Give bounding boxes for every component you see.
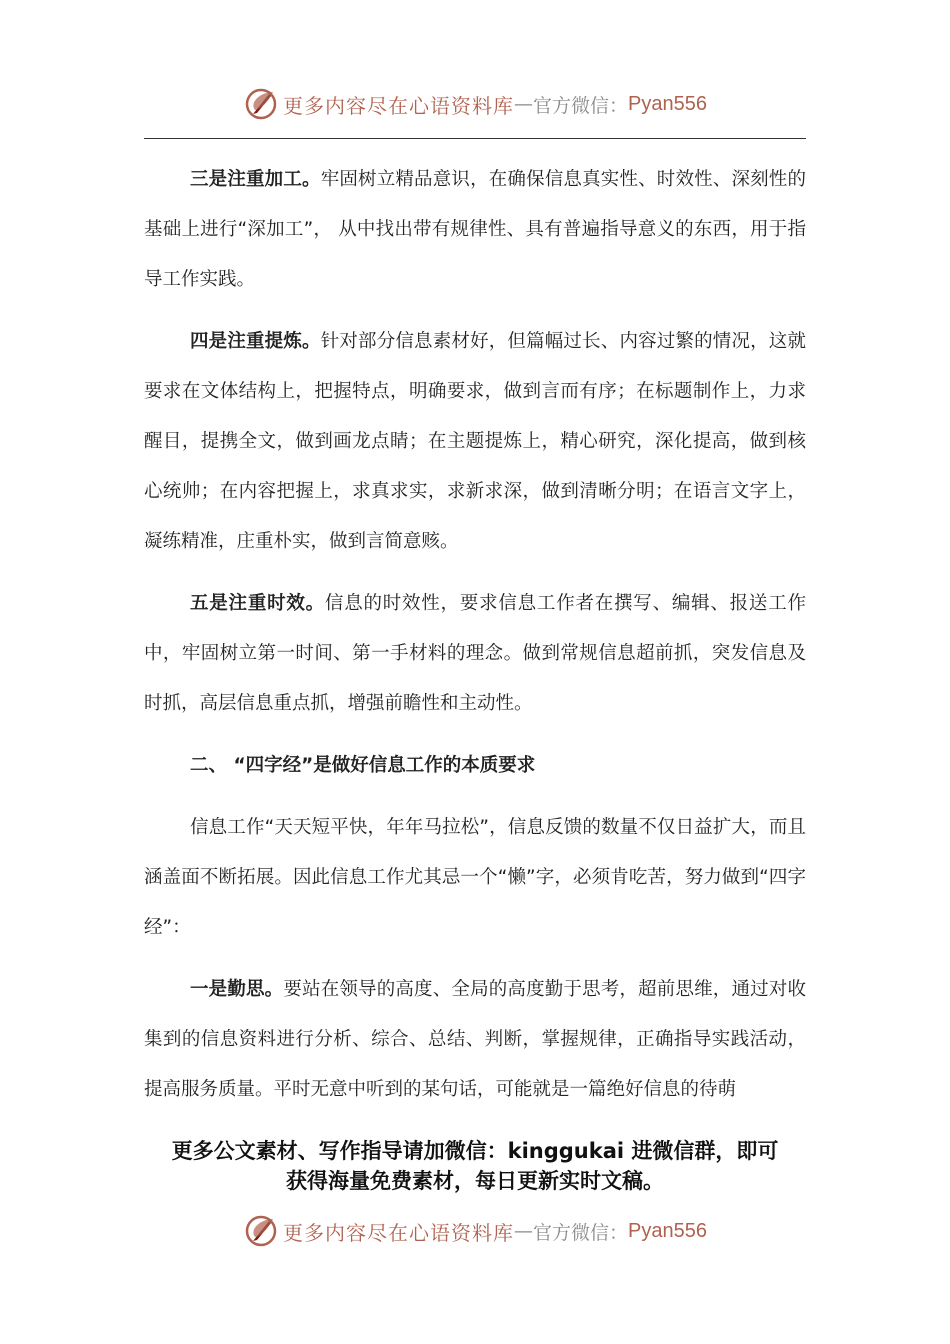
footer-wechat-label: 官方微信： bbox=[533, 1221, 629, 1244]
paragraph-sizijing bbox=[144, 803, 806, 953]
paragraph-text: 针对部分信息素材好，但篇幅过长、内容过繁的情况，这就要求在文体结构上，把握特点，明确要求，做到言而有序；在标题制作上，力求醒目，提携全文，做到画龙点睛；在主题提炼上，精心研究，深化提高，做到核心统帅；在内容把握上，求真求实，求新求深，做到清晰分明；在语言文字上，凝练精准，庄重朴实，做到言简意赅。 bbox=[144, 331, 806, 552]
paragraph-tilian bbox=[144, 317, 806, 567]
paragraph-qinsi bbox=[144, 965, 806, 1115]
document-body bbox=[144, 155, 806, 1127]
paragraph-shixiao bbox=[144, 579, 806, 729]
paragraph-lead: 五是注重时效。 bbox=[190, 593, 325, 614]
paragraph-lead: 四是注重提炼。 bbox=[190, 331, 321, 352]
footer-separator: — bbox=[514, 1220, 533, 1242]
paragraph-text: 要站在领导的高度、全局的高度勤于思考，超前思维，通过对收集到的信息资料进行分析、综合、总结、判断，掌握规律，正确指导实践活动，提高服务质量。平时无意中听到的某句话，可能就是一篇绝好信息的待萌 bbox=[144, 979, 806, 1100]
promo-line-1: 更多公文素材、写作指导请加微信：kinggukai 进微信群，即可 bbox=[171, 1139, 779, 1163]
section-heading: 二、 “四字经”是做好信息工作的本质要求 bbox=[190, 755, 536, 776]
paragraph-lead: 一是勤思。 bbox=[190, 979, 284, 1000]
footer-brand-text: 更多内容尽在心语资料库 bbox=[283, 1220, 514, 1245]
footer-brand bbox=[0, 1211, 950, 1251]
header-wechat-id: Pyan556 bbox=[628, 92, 707, 115]
paragraph-text: 信息的时效性，要求信息工作者在撰写、编辑、报送工作中，牢固树立第一时间、第一手材料的理念。做到常规信息超前抓，突发信息及时抓，高层信息重点抓，增强前瞻性和主动性。 bbox=[144, 593, 806, 714]
quill-logo-icon bbox=[243, 86, 279, 122]
header-brand bbox=[0, 84, 950, 124]
paragraph-lead: 三是注重加工。 bbox=[190, 169, 321, 190]
header-divider bbox=[144, 138, 806, 139]
paragraph-text: 牢固树立精品意识，在确保信息真实性、时效性、深刻性的基础上进行“深加工”， 从中找出带有规律性、具有普遍指导意义的东西，用于指导工作实践。 bbox=[144, 169, 806, 290]
footer-wechat-id: Pyan556 bbox=[628, 1219, 707, 1242]
quill-logo-icon bbox=[243, 1213, 279, 1249]
header-brand-text: 更多内容尽在心语资料库 bbox=[283, 93, 514, 118]
promo-banner bbox=[120, 1136, 830, 1196]
paragraph-text: 信息工作“天天短平快，年年马拉松”，信息反馈的数量不仅日益扩大，而且涵盖面不断拓展。因此信息工作尤其忌一个“懒”字，必须肯吃苦，努力做到“四字经”： bbox=[144, 817, 806, 938]
header-separator: — bbox=[514, 93, 533, 115]
header-wechat-label: 官方微信： bbox=[533, 94, 629, 117]
paragraph-jiagong bbox=[144, 155, 806, 305]
promo-line-2: 获得海量免费素材，每日更新实时文稿。 bbox=[286, 1169, 664, 1193]
